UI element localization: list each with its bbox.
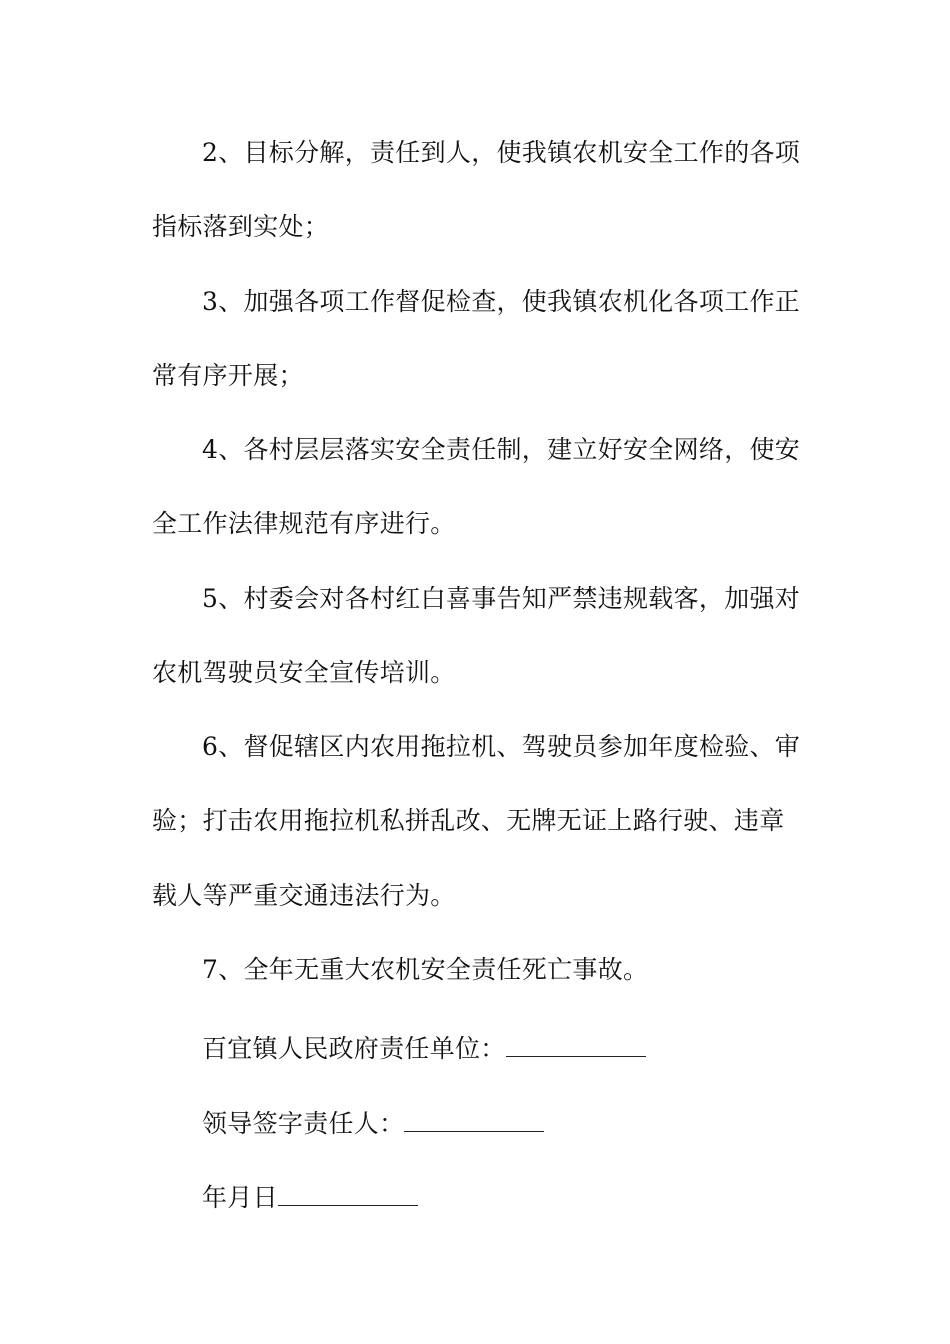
paragraph-6-line-1: 6、督促辖区内农用拖拉机、驾驶员参加年度检验、审 <box>202 732 801 761</box>
paragraph-6-line-2: 验；打击农用拖拉机私拼乱改、无牌无证上路行驶、违章 <box>152 806 785 835</box>
paragraph-4-line-2: 全工作法律规范有序进行。 <box>152 509 456 538</box>
paragraph-3-line-1: 3、加强各项工作督促检查，使我镇农机化各项工作正 <box>202 287 801 316</box>
signature-leader-blank[interactable] <box>404 1111 544 1132</box>
paragraph-4-line-1: 4、各村层层落实安全责任制，建立好安全网络，使安 <box>202 435 801 464</box>
signature-unit-label: 百宜镇人民政府责任单位： <box>202 1034 506 1063</box>
paragraph-7-line-1: 7、全年无重大农机安全责任死亡事故。 <box>202 955 649 984</box>
signature-unit-row <box>202 1034 646 1064</box>
paragraph-5-line-2: 农机驾驶员安全宣传培训。 <box>152 658 456 687</box>
signature-unit-blank[interactable] <box>506 1036 646 1057</box>
paragraph-2-line-2: 指标落到实处； <box>152 212 330 241</box>
signature-date-row <box>202 1183 418 1213</box>
signature-date-blank[interactable] <box>278 1185 418 1206</box>
signature-date-label: 年月日 <box>202 1183 278 1212</box>
paragraph-5-line-1: 5、村委会对各村红白喜事告知严禁违规载客，加强对 <box>202 584 801 613</box>
paragraph-2-line-1: 2、目标分解，责任到人，使我镇农机安全工作的各项 <box>202 138 801 167</box>
signature-leader-row <box>202 1109 544 1139</box>
paragraph-3-line-2: 常有序开展； <box>152 361 304 390</box>
signature-leader-label: 领导签字责任人： <box>202 1109 405 1138</box>
paragraph-6-line-3: 载人等严重交通违法行为。 <box>152 881 456 910</box>
